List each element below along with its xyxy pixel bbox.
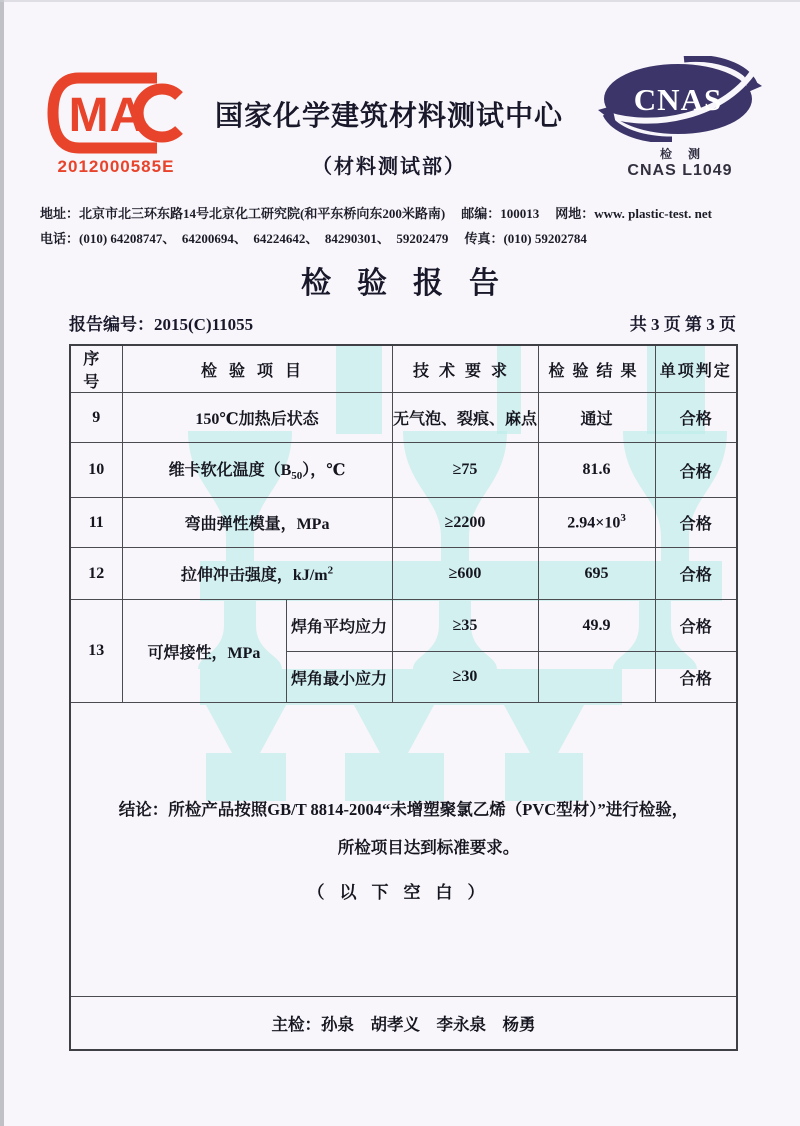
conclusion-text: 所检产品按照GB/T 8814-2004“未增塑聚氯乙烯（PVC型材）”进行检验， bbox=[168, 800, 689, 819]
cell-verdict: 合格 bbox=[655, 548, 737, 600]
report-title: 检验报告 bbox=[301, 267, 525, 300]
cell-no: 13 bbox=[70, 600, 122, 703]
cell-item bbox=[122, 548, 392, 600]
report-no-label: 报告编号： bbox=[69, 315, 154, 334]
conclusion-label: 结论： bbox=[118, 800, 169, 819]
page-count: 共 3 页 第 3 页 bbox=[629, 315, 736, 334]
cma-cert-number: 2012000585E bbox=[57, 157, 175, 176]
item-text: 维卡软化温度（B bbox=[168, 462, 292, 480]
cma-letters: MA bbox=[68, 89, 146, 142]
cell-verdict: 合格 bbox=[655, 393, 737, 443]
header-requirement: 技术要求 bbox=[392, 345, 538, 393]
cell-subitem: 焊角最小应力 bbox=[286, 652, 392, 703]
inspector-names: 孙泉 胡孝义 李永泉 杨勇 bbox=[321, 1014, 536, 1034]
table-row bbox=[70, 393, 737, 443]
inspector-row bbox=[70, 997, 737, 1050]
cell-item bbox=[122, 443, 392, 498]
table-row bbox=[70, 600, 737, 652]
item-text: ），℃ bbox=[302, 462, 346, 480]
table-row bbox=[70, 498, 737, 548]
item-text: 拉伸冲击强度，kJ/m bbox=[180, 567, 328, 584]
cell-requirement: 无气泡、裂痕、麻点 bbox=[392, 393, 538, 443]
cnas-block bbox=[596, 56, 764, 180]
addr-label: 地址： bbox=[40, 206, 80, 221]
web-value: www. plastic-test. net bbox=[594, 206, 712, 221]
cell-result bbox=[538, 652, 655, 703]
cell-subitem: 焊角平均应力 bbox=[286, 600, 392, 652]
fax-label: 传真： bbox=[464, 231, 504, 246]
zip-value: 100013 bbox=[500, 206, 540, 221]
cnas-logo-text: CNAS bbox=[633, 82, 723, 117]
result-table bbox=[69, 344, 738, 1051]
cell-item: 弯曲弹性模量，MPa bbox=[122, 498, 392, 548]
org-dept: （材料测试部） bbox=[312, 156, 466, 178]
cell-requirement: ≥75 bbox=[392, 443, 538, 498]
report-no-value: 2015(C)11055 bbox=[154, 315, 254, 334]
cell-result: 695 bbox=[538, 548, 655, 600]
cnas-logo-icon bbox=[596, 56, 764, 142]
cell-verdict: 合格 bbox=[655, 600, 737, 652]
contact-line-1 bbox=[40, 203, 764, 222]
table-header-row bbox=[70, 345, 737, 393]
cell-requirement: ≥35 bbox=[392, 600, 538, 652]
cell-requirement: ≥2200 bbox=[392, 498, 538, 548]
cell-no: 12 bbox=[70, 548, 122, 600]
cell-no: 11 bbox=[70, 498, 122, 548]
cell-verdict: 合格 bbox=[655, 652, 737, 703]
cnas-cert-number: CNAS L1049 bbox=[627, 162, 733, 179]
cell-verdict: 合格 bbox=[655, 498, 737, 548]
fax-value: (010) 59202784 bbox=[503, 231, 587, 246]
cell-item: 可焊接性，MPa bbox=[122, 600, 286, 703]
inspector-cell bbox=[70, 997, 737, 1050]
cell-result bbox=[538, 498, 655, 548]
cell-requirement: ≥600 bbox=[392, 548, 538, 600]
result-text: 2.94×10 bbox=[567, 514, 621, 532]
web-label: 网地： bbox=[555, 206, 595, 221]
header-verdict: 单项判定 bbox=[655, 345, 737, 393]
cell-verdict: 合格 bbox=[655, 443, 737, 498]
cell-result: 81.6 bbox=[538, 443, 655, 498]
cell-result: 通过 bbox=[538, 393, 655, 443]
header-result: 检验结果 bbox=[538, 345, 655, 393]
cell-no: 9 bbox=[70, 393, 122, 443]
blank-below-note: （以下空白） bbox=[307, 883, 500, 902]
result-superscript: 3 bbox=[620, 512, 626, 525]
addr-value: 北京市北三环东路14号北京化工研究院(和平东桥向东200米路南) bbox=[79, 206, 446, 221]
tel-label: 电话： bbox=[40, 231, 80, 246]
report-no-line bbox=[69, 310, 736, 335]
tel-value: (010) 64208747、 64200694、 64224642、 84290301、 59202479 bbox=[79, 231, 449, 246]
table-row bbox=[70, 443, 737, 498]
table-row bbox=[70, 548, 737, 600]
org-title: 国家化学建筑材料测试中心 bbox=[214, 101, 563, 132]
cell-no: 10 bbox=[70, 443, 122, 498]
zip-label: 邮编： bbox=[461, 206, 501, 221]
conclusion-cell bbox=[70, 703, 737, 997]
cell-result: 49.9 bbox=[538, 600, 655, 652]
item-superscript: 2 bbox=[327, 564, 334, 577]
cell-requirement: ≥30 bbox=[392, 652, 538, 703]
conclusion-row bbox=[70, 703, 737, 997]
scan-edge-top bbox=[0, 0, 800, 2]
header-no: 序号 bbox=[70, 345, 122, 393]
cell-item: 150℃加热后状态 bbox=[122, 393, 392, 443]
conclusion-line-2: 所检项目达到标准要求。 bbox=[337, 838, 520, 857]
cnas-jiance-label: 检测 bbox=[659, 147, 716, 161]
header-item: 检验项目 bbox=[122, 345, 392, 393]
scan-edge-left bbox=[0, 0, 4, 1126]
inspector-label: 主检： bbox=[271, 1014, 321, 1034]
cma-logo-icon bbox=[45, 70, 187, 156]
conclusion-line-1 bbox=[71, 796, 736, 820]
item-subscript: 50 bbox=[291, 470, 303, 483]
report-no bbox=[69, 310, 253, 335]
contact-line-2 bbox=[40, 228, 764, 247]
